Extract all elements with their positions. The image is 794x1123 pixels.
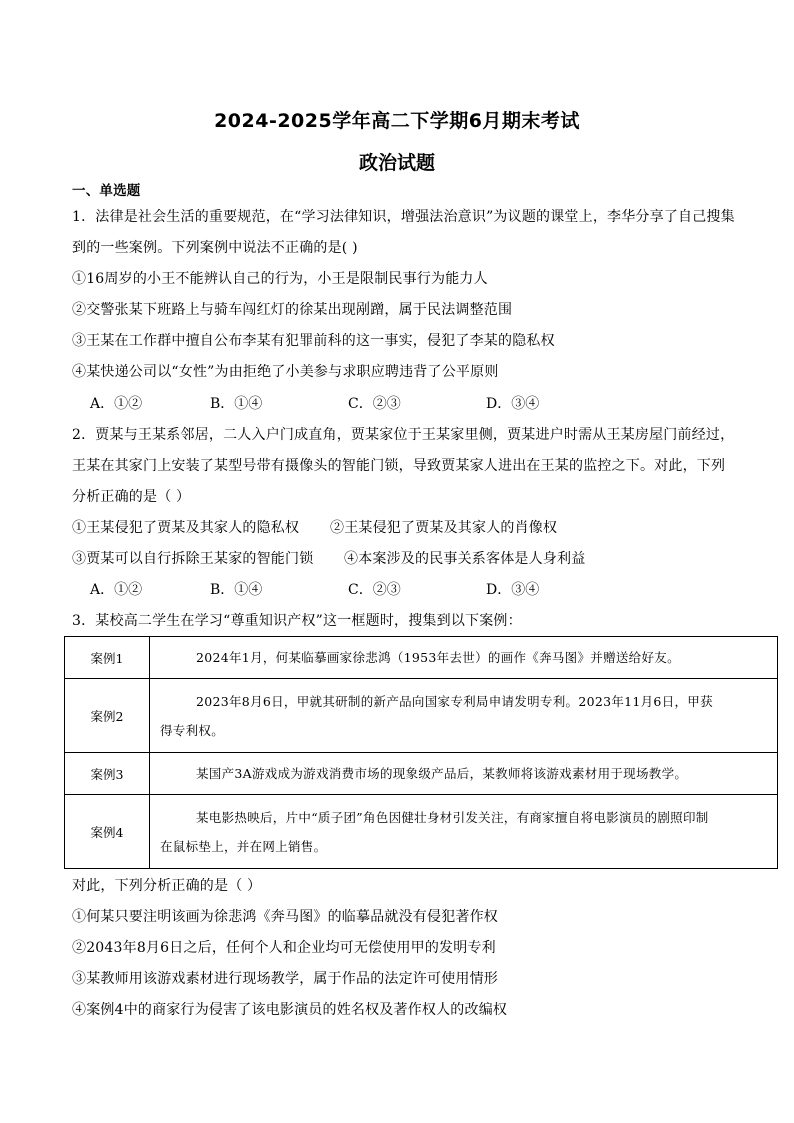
q3-question: 对此，下列分析正确的是（ ） bbox=[72, 878, 262, 894]
case-text: 在鼠标垫上，并在网上销售。 bbox=[160, 838, 327, 854]
case-text: 2023年8月6日，甲就其研制的新产品向国家专利局申请发明专利。2023年11月6日，甲获 bbox=[196, 693, 713, 709]
exam-subtitle: 政治试题 bbox=[358, 152, 435, 174]
case-label: 案例3 bbox=[65, 753, 150, 795]
q1-item-3: ③王某在工作群中擅自公布李某有犯罪前科的这一事实，侵犯了李某的隐私权 bbox=[72, 333, 555, 349]
case-text: 某国产3A游戏成为游戏消费市场的现象级产品后，某教师将该游戏素材用于现场教学。 bbox=[196, 766, 688, 781]
q1-stem-line2: 到的一些案例。下列案例中说法不正确的是( ) bbox=[72, 240, 358, 256]
case-label: 案例1 bbox=[65, 637, 150, 679]
q2-option-a[interactable]: A．①② bbox=[90, 582, 143, 598]
case-content bbox=[150, 679, 778, 753]
case-label: 案例2 bbox=[65, 679, 150, 753]
q1-option-c[interactable]: C．②③ bbox=[348, 396, 401, 412]
q3-item-3: ③某教师用该游戏素材进行现场教学，属于作品的法定许可使用情形 bbox=[72, 971, 498, 987]
case-content bbox=[150, 637, 778, 679]
case-row bbox=[65, 753, 778, 795]
case-table bbox=[64, 636, 778, 869]
q2-stem-line3: 分析正确的是（ ） bbox=[72, 489, 191, 505]
q1-item-2: ②交警张某下班路上与骑车闯红灯的徐某出现剐蹭，属于民法调整范围 bbox=[72, 302, 513, 318]
case-row bbox=[65, 795, 778, 869]
q3-item-2: ②2043年8月6日之后，任何个人和企业均可无偿使用甲的发明专利 bbox=[72, 940, 496, 956]
q1-option-a[interactable]: A．①② bbox=[90, 396, 143, 412]
case-text: 得专利权。 bbox=[160, 722, 225, 738]
case-content bbox=[150, 795, 778, 869]
q2-item-4: ④本案涉及的民事关系客体是人身利益 bbox=[344, 551, 586, 567]
q3-stem: 3．某校高二学生在学习“尊重知识产权”这一框题时，搜集到以下案例： bbox=[72, 613, 522, 629]
q2-option-b[interactable]: B．①④ bbox=[210, 582, 263, 598]
case-content bbox=[150, 753, 778, 795]
q2-item-1: ①王某侵犯了贾某及其家人的隐私权 bbox=[72, 520, 300, 536]
q2-item-3: ③贾某可以自行拆除王某家的智能门锁 bbox=[72, 551, 314, 567]
section-heading: 一、单选题 bbox=[72, 183, 141, 199]
q2-item-2: ②王某侵犯了贾某及其家人的肖像权 bbox=[330, 520, 558, 536]
q1-item-4: ④某快递公司以“女性”为由拒绝了小美参与求职应聘违背了公平原则 bbox=[72, 364, 499, 380]
case-text: 2024年1月，何某临摹画家徐悲鸿（1953年去世）的画作《奔马图》并赠送给好友。 bbox=[196, 650, 680, 665]
q1-option-d[interactable]: D．③④ bbox=[486, 396, 540, 412]
q2-option-c[interactable]: C．②③ bbox=[348, 582, 401, 598]
q2-stem-line2: 王某在其家门上安装了某型号带有摄像头的智能门锁，导致贾某家人进出在王某的监控之下。对此，下列 bbox=[72, 458, 726, 474]
q1-item-1: ①16周岁的小王不能辨认自己的行为，小王是限制民事行为能力人 bbox=[72, 271, 488, 287]
exam-title: 2024-2025学年高二下学期6月期末考试 bbox=[214, 110, 580, 132]
q3-item-4: ④案例4中的商家行为侵害了该电影演员的姓名权及著作权人的改编权 bbox=[72, 1002, 508, 1018]
q3-item-1: ①何某只要注明该画为徐悲鸿《奔马图》的临摹品就没有侵犯著作权 bbox=[72, 909, 498, 925]
q2-option-d[interactable]: D．③④ bbox=[486, 582, 540, 598]
case-row bbox=[65, 679, 778, 753]
q1-stem-line1: 1．法律是社会生活的重要规范，在“学习法律知识，增强法治意识”为议题的课堂上，李华分享了自己搜集 bbox=[72, 209, 735, 225]
case-row bbox=[65, 637, 778, 679]
case-text: 某电影热映后，片中“质子团”角色因健壮身材引发关注，有商家擅自将电影演员的剧照印制 bbox=[196, 809, 709, 825]
case-label: 案例4 bbox=[65, 795, 150, 869]
q2-stem-line1: 2．贾某与王某系邻居，二人入户门成直角，贾某家位于王某家里侧，贾某进户时需从王某房屋门前经过， bbox=[72, 427, 735, 443]
q1-option-b[interactable]: B．①④ bbox=[210, 396, 263, 412]
